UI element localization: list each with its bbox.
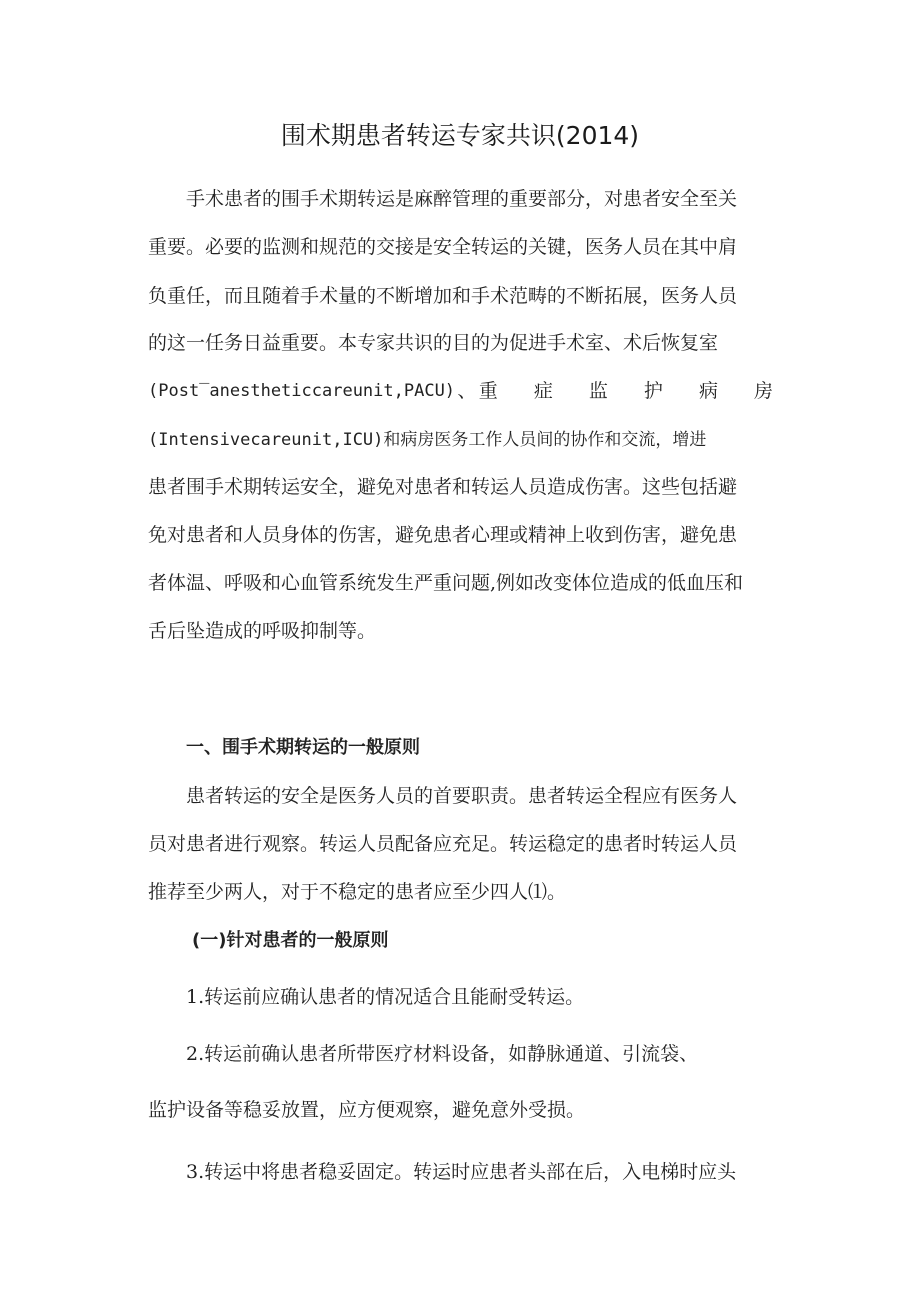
list-item: 1.转运前应确认患者的情况适合且能耐受转运。 [186,986,585,1008]
paragraph-line: 负重任，而且随着手术量的不断增加和手术范畴的不断拓展，医务人员 [148,285,738,307]
paragraph-line-abbrev [148,377,773,405]
subsection-heading: (一)针对患者的一般原则 [192,930,389,951]
icu-term-chinese: 重 症 监 护 病 房 [478,380,773,402]
enumeration-comma: 、 [457,380,477,402]
paragraph-line: 患者转运的安全是医务人员的首要职责。患者转运全程应有医务人 [186,785,738,807]
paragraph-line: 免对患者和人员身体的伤害，避免患者心理或精神上收到伤害，避免患 [148,524,738,546]
paragraph-line: 患者围手术期转运安全，避免对患者和转运人员造成伤害。这些包括避 [148,476,738,498]
section-heading: 一、围手术期转运的一般原则 [186,737,420,758]
document-title: 围术期患者转运专家共识(2014) [280,121,640,150]
paragraph-line: 重要。必要的监测和规范的交接是安全转运的关键，医务人员在其中肩 [148,236,738,258]
list-item: 3.转运中将患者稳妥固定。转运时应患者头部在后，入电梯时应头 [186,1161,737,1183]
pacu-term: (Post‾anestheticcareunit,PACU) [148,381,456,401]
paragraph-line: 推荐至少两人，对于不稳定的患者应至少四人⑴。 [148,881,567,903]
paragraph-line: 手术患者的围手术期转运是麻醉管理的重要部分，对患者安全至关 [186,188,738,210]
icu-line: (Intensivecareunit,ICU)和病房医务工作人员间的协作和交流，增进 [148,430,707,450]
paragraph-line: 员对患者进行观察。转运人员配备应充足。转运稳定的患者时转运人员 [148,833,738,855]
list-item-continuation: 监护设备等稳妥放置，应方便观察，避免意外受损。 [148,1099,586,1121]
paragraph-line: 的这一任务日益重要。本专家共识的目的为促进手术室、术后恢复室 [148,332,719,354]
paragraph-line: 者体温、呼吸和心血管系统发生严重问题,例如改变体位造成的低血压和 [148,572,744,594]
paragraph-line [148,425,773,454]
list-item: 2.转运前确认患者所带医疗材料设备，如静脉通道、引流袋、 [186,1043,699,1065]
paragraph-line: 舌后坠造成的呼吸抑制等。 [148,620,377,642]
